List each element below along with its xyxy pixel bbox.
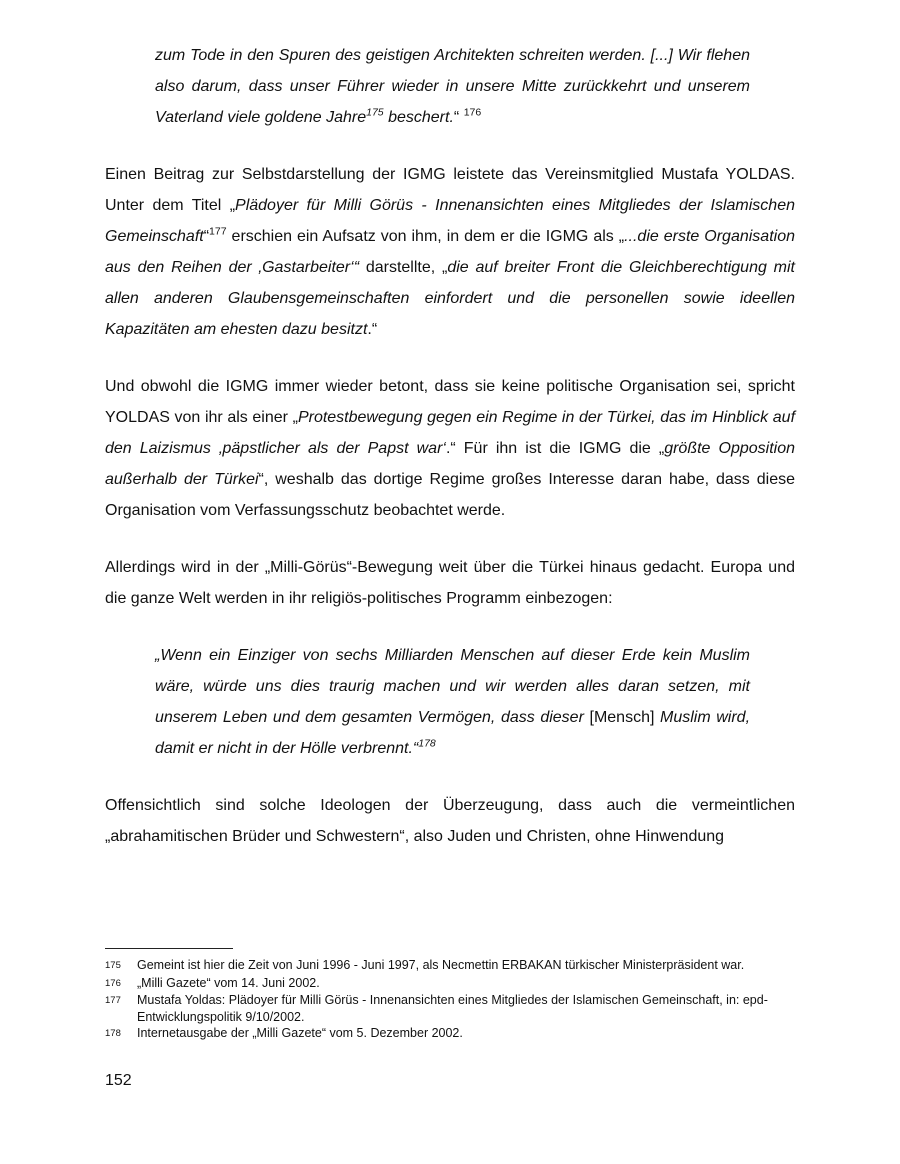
- text-run: darstellte, „: [359, 259, 448, 276]
- footnote-text: „Milli Gazete“ vom 14. Juni 2002.: [137, 975, 320, 990]
- text-run: Allerdings wird in der „Milli-Görüs“-Bewegung weit über die Türkei hinaus gedacht. Europa und die ganze Welt werden in ihr religiös-politisches Programm einbezogen:: [105, 559, 795, 607]
- blockquote-2: [155, 640, 750, 764]
- footnote-number: 178: [105, 1028, 121, 1039]
- footnote-ref: 175: [366, 106, 384, 119]
- paragraph-3: [105, 552, 795, 614]
- footnote-number: 176: [105, 977, 121, 989]
- text-run: Plädoyer für Milli Görüs - Innenansichten eines Mitgliedes der Islamischen Gemeinschaft: [105, 197, 796, 245]
- text-run: .“ Für ihn ist die IGMG die „: [445, 440, 665, 457]
- text-run: “: [453, 109, 464, 126]
- footnote-item: [105, 957, 795, 975]
- footnote-number: 175: [105, 960, 121, 971]
- paragraph-1: [105, 159, 795, 345]
- footnote-list: [105, 957, 795, 1043]
- footnote-ref: 177: [209, 225, 227, 238]
- text-run: Offensichtlich sind solche Ideologen der Überzeugung, dass auch die vermeintlichen „abrahamitischen Brüder und Schwestern“, also Juden und Christen, ohne Hinwendung: [105, 797, 795, 845]
- text-run: zum Tode in den Spuren des geistigen Architekten schreiten werden. [...] Wir flehen also darum, dass unser Führer wieder in unsere Mitte zurückkehrt und unserem Vaterland viele goldene Jahre: [155, 47, 750, 126]
- footnote-ref: 178: [418, 737, 436, 750]
- text-run: erschien ein Aufsatz von ihm, in dem er die IGMG als „: [226, 228, 625, 245]
- text-run: größte Opposition außerhalb der Türkei: [105, 440, 795, 488]
- blockquote-continuation: [155, 40, 750, 133]
- text-run: .“: [367, 321, 378, 338]
- footnote-text: Mustafa Yoldas: Plädoyer für Milli Görüs - Innenansichten eines Mitgliedes der Islamischen Gemeinschaft, in: epd-Entwicklungspolitik 9/10/2002.: [137, 993, 768, 1024]
- text-run: Protestbewegung gegen ein Regime in der Türkei, das im Hinblick auf den Laizismus ‚päpstlicher als der Papst war‘: [105, 409, 796, 457]
- footnote-item: [105, 975, 795, 993]
- footnote-text: Gemeint ist hier die Zeit von Juni 1996 - Juni 1997, als Necmettin ERBAKAN türkischer Ministerpräsident war.: [137, 958, 745, 972]
- text-run: Und obwohl die IGMG immer wieder betont, dass sie keine politische Organisation sei, spricht YOLDAS von ihr als einer „: [105, 378, 795, 426]
- footnote-separator: [105, 948, 233, 949]
- text-run: ...die erste Organisation aus den Reihen der ‚Gastarbeiter‘“: [105, 228, 795, 276]
- footnote-item: [105, 1025, 795, 1043]
- paragraph-4: [105, 790, 795, 852]
- footnote-number: 177: [105, 995, 121, 1006]
- text-run: Muslim wird, damit er nicht in der Hölle verbrennt.“: [155, 709, 751, 757]
- text-run: Einen Beitrag zur Selbstdarstellung der IGMG leistete das Vereinsmitglied Mustafa YOLDAS. Unter dem Titel „: [105, 166, 795, 214]
- footnote-item: [105, 992, 795, 1025]
- paragraph-2: [105, 371, 795, 526]
- text-run: “, weshalb das dortige Regime großes Interesse daran habe, dass diese Organisation vom Verfassungsschutz beobachtet werde.: [105, 471, 795, 519]
- content-area: [105, 40, 795, 878]
- text-run: beschert.: [383, 109, 454, 126]
- text-run: die auf breiter Front die Gleichberechtigung mit allen anderen Glaubensgemeinschaften einfordert und die personellen sowie ideellen Kapazitäten am ehesten dazu besitzt: [105, 259, 795, 338]
- text-run: [Mensch]: [589, 709, 660, 726]
- footnote-ref: 176: [463, 106, 482, 119]
- text-run: “: [203, 228, 210, 245]
- footnotes-section: [105, 948, 795, 1043]
- text-run: „Wenn ein Einziger von sechs Milliarden Menschen auf dieser Erde kein Muslim wäre, würde uns dies traurig machen und wir werden alles daran setzen, mit unserem Leben und dem gesamten Vermögen, dass dieser: [155, 647, 750, 726]
- page-number: 152: [105, 1072, 132, 1089]
- footnote-text: Internetausgabe der „Milli Gazete“ vom 5. Dezember 2002.: [137, 1026, 463, 1040]
